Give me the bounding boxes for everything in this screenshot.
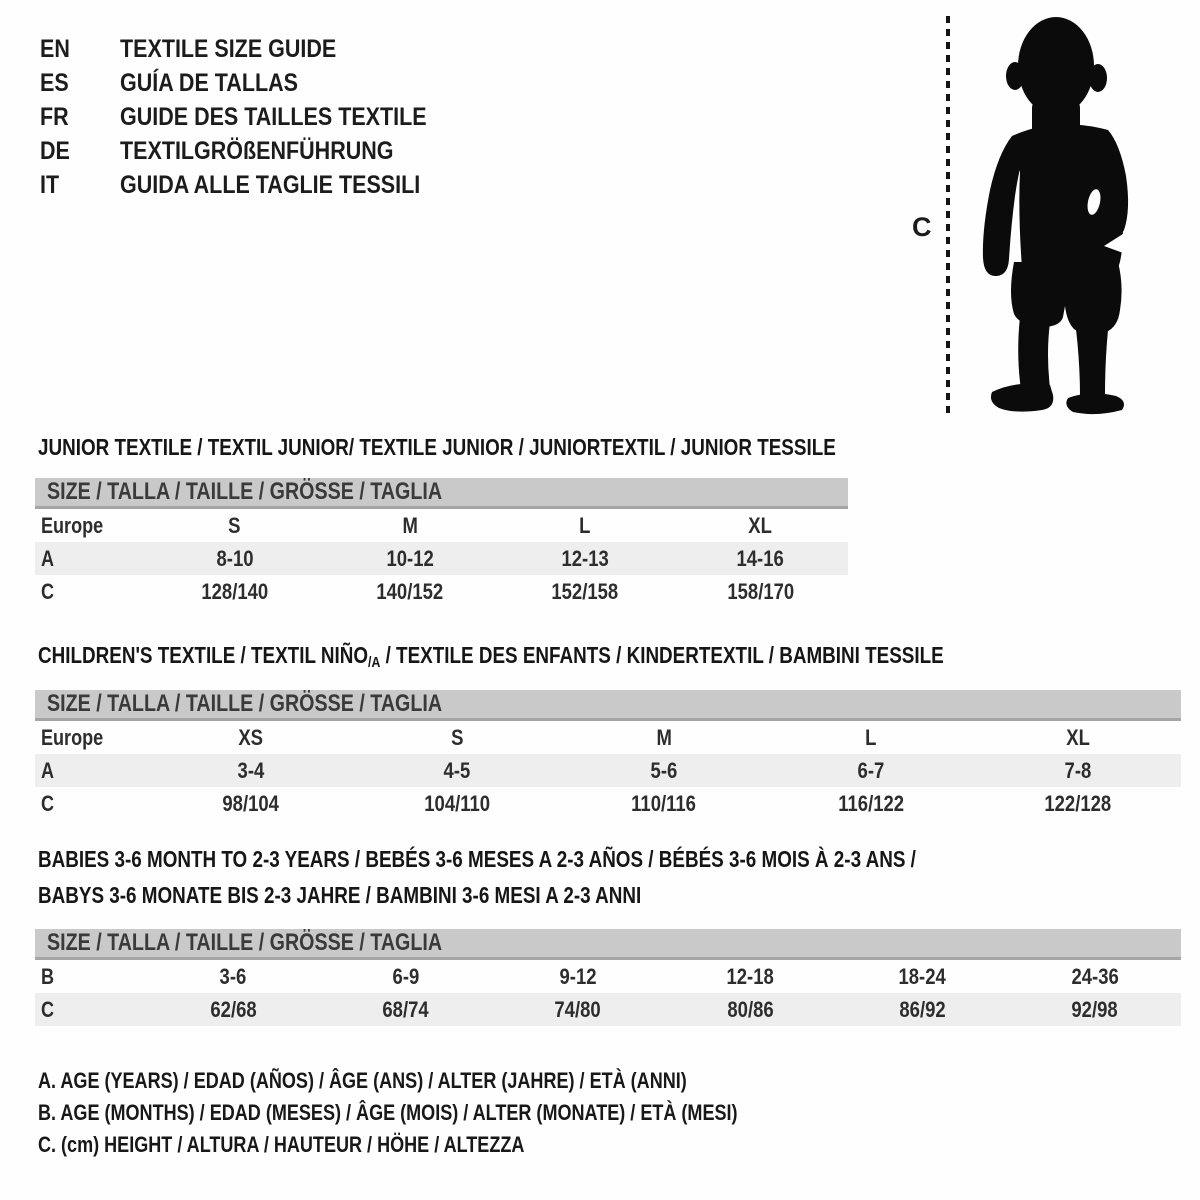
measurement-legend xyxy=(38,1068,891,1164)
row-label-text: B xyxy=(41,963,55,989)
cell-text: 10-12 xyxy=(386,545,434,571)
cell-text: 4-5 xyxy=(443,757,471,783)
cell-text: 8-10 xyxy=(216,545,254,571)
language-code-text: ES xyxy=(40,68,69,97)
cell-value xyxy=(836,997,1008,1023)
cell-value xyxy=(322,579,497,605)
cell-value xyxy=(767,791,974,817)
cell-text: XL xyxy=(1065,724,1090,750)
children-section-title xyxy=(38,642,1143,676)
cell-value xyxy=(974,725,1181,751)
table-row xyxy=(35,754,1181,787)
cell-value xyxy=(673,546,848,572)
language-title-text: TEXTILGRÖßENFÜHRUNG xyxy=(120,136,394,165)
cell-text: 116/122 xyxy=(837,790,904,816)
size-header-label: SIZE / TALLA / TAILLE / GRÖSSE / TAGLIA xyxy=(47,690,443,717)
cell-text: 14-16 xyxy=(736,545,785,571)
cell-text: 3-4 xyxy=(237,757,264,783)
row-label xyxy=(35,579,147,605)
size-header-bar xyxy=(35,690,1181,721)
language-title xyxy=(120,103,477,132)
legend-line-a-text: A. AGE (YEARS) / EDAD (AÑOS) / ÂGE (ANS) / ALTER (JAHRE) / ETÀ (ANNI) xyxy=(38,1068,687,1093)
babies-title-line2: BABYS 3-6 MONATE BIS 2-3 JAHRE / BAMBINI 3-6 MESI A 2-3 ANNI xyxy=(38,882,642,908)
language-code xyxy=(40,35,120,64)
cell-value xyxy=(147,579,322,605)
language-title-text: GUÍA DE TALLAS xyxy=(120,68,298,97)
size-header-bar xyxy=(35,929,1181,960)
row-label-text: A xyxy=(41,757,55,783)
table-row xyxy=(35,993,1181,1026)
language-list xyxy=(40,32,477,202)
title-prefix: CHILDREN'S TEXTILE / TEXTIL NIÑO xyxy=(38,642,369,668)
list-item xyxy=(40,32,477,66)
cell-text: 158/170 xyxy=(726,578,794,604)
cell-text: 92/98 xyxy=(1071,996,1118,1022)
cell-text: S xyxy=(451,724,464,750)
cell-value xyxy=(1009,964,1181,990)
table-row xyxy=(35,787,1181,820)
row-label xyxy=(35,758,147,784)
size-header-label: SIZE / TALLA / TAILLE / GRÖSSE / TAGLIA xyxy=(47,929,443,956)
cell-text: 86/92 xyxy=(899,996,946,1022)
cell-text: 122/128 xyxy=(1044,790,1111,816)
list-item xyxy=(40,66,477,100)
legend-line-c xyxy=(38,1132,891,1164)
babies-section-title xyxy=(38,846,1109,909)
cell-value xyxy=(322,546,497,572)
cell-value xyxy=(498,546,673,572)
cell-text: 3-6 xyxy=(219,963,247,989)
cell-value xyxy=(974,791,1181,817)
table-row xyxy=(35,721,1181,754)
cell-value xyxy=(147,997,319,1023)
cell-text: 74/80 xyxy=(554,996,601,1022)
cell-value xyxy=(673,513,848,539)
cell-text: 140/152 xyxy=(376,578,444,604)
language-title-text: TEXTILE SIZE GUIDE xyxy=(120,34,337,63)
cell-text: 128/140 xyxy=(201,578,269,604)
cell-text: M xyxy=(656,724,672,750)
language-code xyxy=(40,69,120,98)
language-code-text: EN xyxy=(40,34,70,63)
language-code-text: IT xyxy=(40,170,60,199)
cell-value xyxy=(561,725,768,751)
row-label-text: C xyxy=(41,578,55,604)
row-label-text: C xyxy=(41,790,55,816)
table-row xyxy=(35,960,1181,993)
cell-value xyxy=(1009,997,1181,1023)
size-header-bar xyxy=(35,478,848,509)
cell-text: XL xyxy=(748,512,773,538)
language-title-text: GUIDE DES TAILLES TEXTILE xyxy=(120,102,427,131)
cell-text: 104/110 xyxy=(424,790,491,816)
language-code-text: FR xyxy=(40,102,69,131)
cell-text: 9-12 xyxy=(559,963,597,989)
cell-value xyxy=(673,579,848,605)
cell-value xyxy=(664,964,836,990)
cell-value xyxy=(498,513,673,539)
cell-value xyxy=(354,758,561,784)
table-row xyxy=(35,575,848,608)
language-title xyxy=(120,137,438,166)
junior-section-title xyxy=(38,434,1011,461)
babies-title-line1: BABIES 3-6 MONTH TO 2-3 YEARS / BEBÉS 3-6 MESES A 2-3 AÑOS / BÉBÉS 3-6 MOIS À 2-3 ANS / xyxy=(38,846,916,872)
cell-text: S xyxy=(228,512,241,538)
row-label xyxy=(35,964,147,990)
cell-text: 6-9 xyxy=(392,963,419,989)
cell-text: 80/86 xyxy=(727,996,774,1022)
cell-value xyxy=(767,758,974,784)
list-item xyxy=(40,168,477,202)
cell-value xyxy=(492,997,664,1023)
title-subscript: /A xyxy=(368,654,381,671)
language-code xyxy=(40,103,120,132)
cell-text: M xyxy=(402,512,418,538)
junior-section-title-text: JUNIOR TEXTILE / TEXTIL JUNIOR/ TEXTILE JUNIOR / JUNIORTEXTIL / JUNIOR TESSILE xyxy=(38,434,836,460)
cell-value xyxy=(147,725,354,751)
cell-value xyxy=(147,546,322,572)
row-label xyxy=(35,791,147,817)
cell-text: 18-24 xyxy=(898,963,947,989)
cell-value xyxy=(147,964,319,990)
cell-value xyxy=(492,964,664,990)
cell-value xyxy=(561,791,768,817)
language-code xyxy=(40,171,120,200)
cell-text: 98/104 xyxy=(222,790,279,816)
cell-value xyxy=(836,964,1008,990)
language-title-text: GUIDA ALLE TAGLIE TESSILI xyxy=(120,170,421,199)
height-measure-label: C xyxy=(912,212,932,242)
cell-value xyxy=(322,513,497,539)
cell-value xyxy=(498,579,673,605)
cell-text: 68/74 xyxy=(382,996,429,1022)
cell-value xyxy=(319,997,491,1023)
row-label-text: Europe xyxy=(41,512,104,538)
junior-size-table xyxy=(35,478,848,608)
cell-value xyxy=(319,964,491,990)
cell-text: 5-6 xyxy=(650,757,678,783)
cell-text: 110/116 xyxy=(631,790,697,816)
row-label xyxy=(35,546,147,572)
language-code-text: DE xyxy=(40,136,70,165)
cell-text: L xyxy=(865,724,877,750)
cell-text: 12-18 xyxy=(726,963,774,989)
cell-value xyxy=(974,758,1181,784)
cell-value xyxy=(767,725,974,751)
size-header-label: SIZE / TALLA / TAILLE / GRÖSSE / TAGLIA xyxy=(47,478,443,505)
cell-value xyxy=(664,997,836,1023)
language-title xyxy=(120,35,371,64)
legend-line-c-text: C. (cm) HEIGHT / ALTURA / HAUTEUR / HÖHE / ALTEZZA xyxy=(38,1132,525,1157)
language-title xyxy=(120,69,327,98)
toddler-silhouette xyxy=(968,14,1138,420)
table-row xyxy=(35,542,848,575)
row-label-text: Europe xyxy=(41,724,104,750)
children-section-title-text xyxy=(38,642,944,676)
cell-text: 24-36 xyxy=(1071,963,1119,989)
cell-value xyxy=(147,513,322,539)
cell-text: 6-7 xyxy=(857,757,885,783)
title-suffix: / TEXTILE DES ENFANTS / KINDERTEXTIL / BAMBINI TESSILE xyxy=(380,642,944,668)
table-row xyxy=(35,509,848,542)
cell-text: L xyxy=(579,512,591,538)
list-item xyxy=(40,134,477,168)
cell-value xyxy=(354,725,561,751)
row-label-text: A xyxy=(41,545,55,571)
legend-line-a xyxy=(38,1068,891,1100)
cell-text: 62/68 xyxy=(210,996,257,1022)
legend-line-b-text: B. AGE (MONTHS) / EDAD (MESES) / ÂGE (MOIS) / ALTER (MONATE) / ETÀ (MESI) xyxy=(38,1100,738,1125)
row-label xyxy=(35,997,147,1023)
legend-line-b xyxy=(38,1100,891,1132)
babies-size-table xyxy=(35,929,1181,1026)
language-code xyxy=(40,137,120,166)
list-item xyxy=(40,100,477,134)
cell-text: 152/158 xyxy=(551,578,619,604)
row-label xyxy=(35,513,147,539)
row-label-text: C xyxy=(41,996,55,1022)
cell-value xyxy=(561,758,768,784)
cell-text: 12-13 xyxy=(561,545,609,571)
height-measure-dashed-line xyxy=(946,16,950,416)
children-size-table xyxy=(35,690,1181,820)
cell-value xyxy=(354,791,561,817)
cell-value xyxy=(147,791,354,817)
language-title xyxy=(120,171,469,200)
row-label xyxy=(35,725,147,751)
cell-text: 7-8 xyxy=(1064,757,1091,783)
cell-text: XS xyxy=(238,724,263,750)
cell-value xyxy=(147,758,354,784)
